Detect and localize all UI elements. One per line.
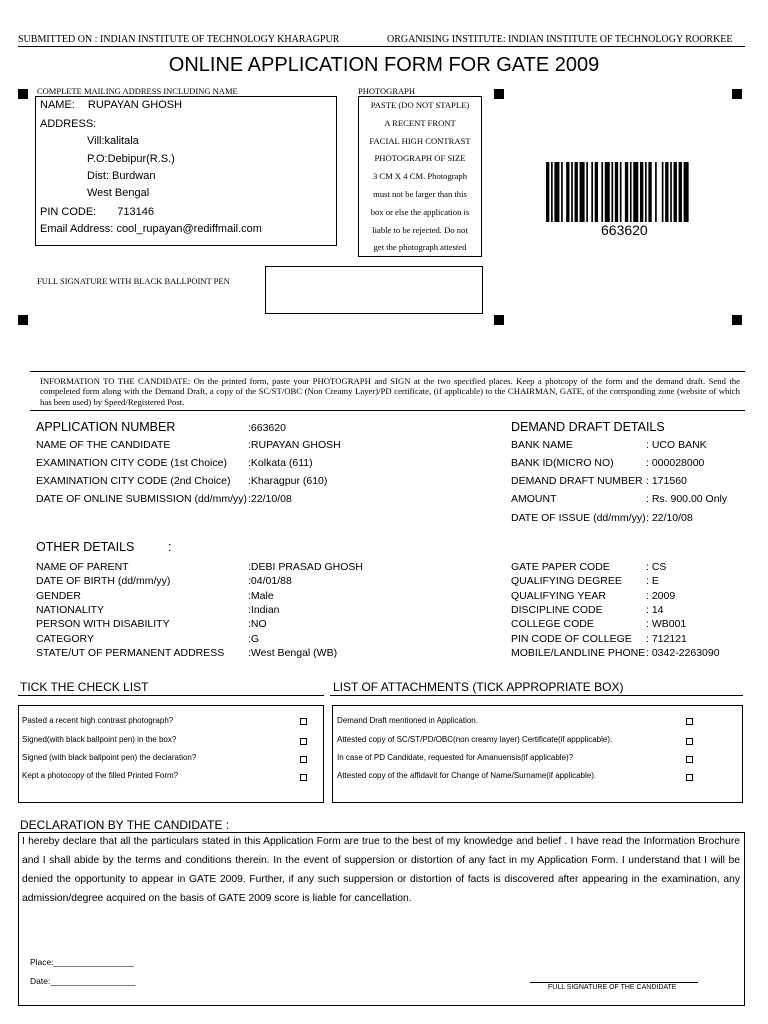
barcode-number: 663620 bbox=[601, 222, 648, 238]
checklist-item-3: Signed (with black ballpoint pen) the declaration? bbox=[22, 753, 197, 762]
category-label: CATEGORY bbox=[36, 633, 94, 645]
date-field[interactable]: Date:__________________ bbox=[30, 976, 136, 986]
amount-value: : Rs. 900.00 Only bbox=[646, 493, 728, 505]
application-number-heading: APPLICATION NUMBER bbox=[36, 420, 176, 434]
college-pin-label: PIN CODE OF COLLEGE bbox=[511, 633, 632, 645]
qualifying-degree-label: QUALIFYING DEGREE bbox=[511, 575, 622, 587]
photo-instruction-7: box or else the application is bbox=[370, 206, 470, 217]
photo-instruction-9: get the photograph attested bbox=[373, 242, 467, 253]
photograph-box[interactable] bbox=[358, 96, 482, 257]
address-box-label: COMPLETE MAILING ADDRESS INCLUDING NAME bbox=[37, 86, 238, 96]
discipline-code-value: : 14 bbox=[646, 604, 664, 616]
category-value: :G bbox=[248, 633, 260, 645]
submission-date-label: DATE OF ONLINE SUBMISSION (dd/mm/yy) bbox=[36, 493, 247, 505]
other-details-colon: : bbox=[168, 540, 172, 554]
checklist-heading-rule bbox=[18, 695, 324, 696]
bank-name-label: BANK NAME bbox=[511, 439, 573, 451]
qualifying-year-value: : 2009 bbox=[646, 590, 676, 602]
city-choice-2-label: EXAMINATION CITY CODE (2nd Choice) bbox=[36, 475, 231, 487]
attachment-item-2: Attested copy of SC/ST/PD/OBC(non creamy layer) Certificate(if appplicable). bbox=[337, 735, 613, 744]
declaration-text bbox=[22, 832, 740, 908]
application-number-value: :663620 bbox=[248, 422, 286, 434]
registration-mark-top-left bbox=[18, 89, 28, 99]
barcode bbox=[546, 162, 692, 222]
candidate-signature-label: FULL SIGNATURE OF THE CANDIDATE bbox=[548, 984, 677, 991]
header-rule bbox=[18, 46, 745, 47]
address-line-4: West Bengal bbox=[87, 187, 150, 199]
information-text: INFORMATION TO THE CANDIDATE: On the printed form, paste your PHOTOGRAPH and SIGN at the two specified places. Keep a photcopy of the form and the demand draft. Send the compeleted form along with the Demand Draft, a copy of the SC/ST/OBC (Non Creamy Layer)/PD certificate, (if applicable) to the CHAIRMAN, GATE, of the corrsponding zone (website of which has been used) by Speed/Registered Post. bbox=[40, 376, 740, 407]
checklist-checkbox-3[interactable] bbox=[300, 756, 307, 763]
registration-mark-bottom-mid bbox=[494, 315, 504, 325]
photo-instruction-1: PASTE (DO NOT STAPLE) bbox=[370, 100, 470, 110]
college-code-label: COLLEGE CODE bbox=[511, 618, 594, 630]
parent-value: :DEBI PRASAD GHOSH bbox=[248, 561, 363, 573]
candidate-signature-line[interactable] bbox=[530, 982, 698, 983]
submission-date-value: :22/10/08 bbox=[248, 493, 292, 505]
paper-code-label: GATE PAPER CODE bbox=[511, 561, 610, 573]
checklist-checkbox-1[interactable] bbox=[300, 718, 307, 725]
college-code-value: : WB001 bbox=[646, 618, 687, 630]
signature-label: FULL SIGNATURE WITH BLACK BALLPOINT PEN bbox=[37, 276, 230, 286]
address-line-1: Vill:kalitala bbox=[87, 135, 139, 147]
nationality-value: :Indian bbox=[248, 604, 280, 616]
candidate-name-value: :RUPAYAN GHOSH bbox=[248, 439, 341, 451]
attachment-item-3: In case of PD Candidate, requested for Amanuensis(if applicable)? bbox=[337, 753, 574, 762]
photo-instruction-2: A RECENT FRONT bbox=[384, 117, 456, 128]
city-choice-2-value: :Kharagpur (610) bbox=[248, 475, 328, 487]
checklist-item-4: Kept a photocopy of the filled Printed Form? bbox=[22, 771, 179, 780]
photograph-label: PHOTOGRAPH bbox=[358, 86, 415, 96]
name-label: NAME: bbox=[40, 99, 75, 111]
other-details-heading: OTHER DETAILS bbox=[36, 540, 135, 554]
attachment-checkbox-3[interactable] bbox=[686, 756, 693, 763]
disability-value: :NO bbox=[248, 618, 267, 630]
paper-code-value: : CS bbox=[646, 561, 667, 573]
discipline-code-label: DISCIPLINE CODE bbox=[511, 604, 603, 616]
attachment-checkbox-1[interactable] bbox=[686, 718, 693, 725]
qualifying-degree-value: : E bbox=[646, 575, 659, 587]
checklist-checkbox-2[interactable] bbox=[300, 738, 307, 745]
page-title: ONLINE APPLICATION FORM FOR GATE 2009 bbox=[168, 54, 600, 76]
address-line-3: Dist: Burdwan bbox=[87, 170, 156, 182]
address-label: ADDRESS: bbox=[40, 118, 97, 130]
registration-mark-bottom-right bbox=[732, 315, 742, 325]
checklist-checkbox-4[interactable] bbox=[300, 774, 307, 781]
registration-mark-top-right bbox=[732, 89, 742, 99]
email-label: Email Address: bbox=[40, 223, 114, 235]
dd-number-value: : 171560 bbox=[646, 475, 687, 487]
city-choice-1-label: EXAMINATION CITY CODE (1st Choice) bbox=[36, 457, 227, 469]
college-pin-value: : 712121 bbox=[646, 633, 687, 645]
state-label: STATE/UT OF PERMANENT ADDRESS bbox=[36, 647, 225, 659]
photo-instruction-8: liable to be rejected. Do not bbox=[372, 224, 468, 235]
issue-date-label: DATE OF ISSUE (dd/mm/yy) bbox=[511, 512, 646, 524]
place-field[interactable]: Place:_________________ bbox=[30, 957, 134, 967]
attachments-heading-rule bbox=[330, 695, 743, 696]
disability-label: PERSON WITH DISABILITY bbox=[36, 618, 170, 630]
photo-instruction-3: FACIAL HIGH CONTRAST bbox=[369, 135, 471, 146]
attachments-heading: LIST OF ATTACHMENTS (TICK APPROPRIATE BOX) bbox=[333, 680, 624, 694]
checklist-item-2: Signed(with black ballpoint pen) in the box? bbox=[22, 735, 177, 744]
photo-instruction-6: must not be larger than this bbox=[373, 188, 467, 199]
address-line-2: P.O:Debipur(R.S.) bbox=[87, 153, 175, 165]
pin-label: PIN CODE: bbox=[40, 206, 97, 218]
dob-label: DATE OF BIRTH (dd/mm/yy) bbox=[36, 575, 171, 587]
name-line bbox=[40, 99, 182, 111]
city-choice-1-value: :Kolkata (611) bbox=[248, 457, 313, 469]
address-box bbox=[35, 96, 337, 246]
attachment-checkbox-2[interactable] bbox=[686, 738, 693, 745]
attachment-checkbox-4[interactable] bbox=[686, 774, 693, 781]
organising-institute-text: ORGANISING INSTITUTE: INDIAN INSTITUTE OF TECHNOLOGY ROORKEE bbox=[387, 34, 733, 45]
declaration-paragraph: I hereby declare that all the particulars stated in this Application Form are true to the best of my knowledge and belief . I have read the Information Brochure and I shall abide by the terms and conditions therein. In the event of suppersion or distortion of any fact in my Application Form. I understand that I will be denied the opportunity to appear in GATE 2009. Further, if any such suppersion or distortion of facts is discovered after appearing in the examination, any admission/degree acquired on the basis of GATE 2009 score is liable for cancellation. bbox=[22, 836, 740, 904]
gender-label: GENDER bbox=[36, 590, 81, 602]
qualifying-year-label: QUALIFYING YEAR bbox=[511, 590, 606, 602]
bank-id-label: BANK ID(MICRO NO) bbox=[511, 457, 614, 469]
dd-number-label: DEMAND DRAFT NUMBER bbox=[511, 475, 643, 487]
issue-date-value: : 22/10/08 bbox=[646, 512, 693, 524]
phone-value: : 0342-2263090 bbox=[646, 647, 720, 659]
registration-mark-top-mid bbox=[494, 89, 504, 99]
state-value: :West Bengal (WB) bbox=[248, 647, 338, 659]
email-value: cool_rupayan@rediffmail.com bbox=[116, 223, 262, 235]
declaration-heading: DECLARATION BY THE CANDIDATE : bbox=[20, 818, 230, 832]
dob-value: :04/01/88 bbox=[248, 575, 292, 587]
submitted-on-text: SUBMITTED ON : INDIAN INSTITUTE OF TECHNOLOGY KHARAGPUR bbox=[18, 34, 340, 45]
photo-instruction-4: PHOTOGRAPH OF SIZE bbox=[374, 153, 466, 164]
parent-label: NAME OF PARENT bbox=[36, 561, 129, 573]
phone-label: MOBILE/LANDLINE PHONE bbox=[511, 647, 646, 659]
email-line bbox=[40, 223, 262, 235]
pin-line bbox=[40, 206, 154, 218]
attachment-item-1: Demand Draft mentioned in Application. bbox=[337, 716, 478, 725]
barcode-bars bbox=[546, 162, 692, 222]
gender-value: :Male bbox=[248, 590, 274, 602]
pin-code: 713146 bbox=[117, 206, 155, 218]
checklist-item-1: Pasted a recent high contrast photograph? bbox=[22, 716, 174, 725]
demand-draft-heading: DEMAND DRAFT DETAILS bbox=[511, 420, 665, 434]
info-bottom-rule bbox=[30, 410, 745, 411]
bank-name-value: : UCO BANK bbox=[646, 439, 707, 451]
checklist-heading: TICK THE CHECK LIST bbox=[20, 680, 149, 694]
photo-instruction-5: 3 CM X 4 CM. Photograph bbox=[372, 171, 468, 182]
candidate-name: RUPAYAN GHOSH bbox=[87, 99, 183, 111]
bank-id-value: : 000028000 bbox=[646, 457, 705, 469]
info-top-rule bbox=[30, 371, 745, 372]
amount-label: AMOUNT bbox=[511, 493, 557, 505]
candidate-name-label: NAME OF THE CANDIDATE bbox=[36, 439, 171, 451]
attachment-item-4: Attested copy of the affidavit for Change of Name/Surname(if applicable). bbox=[337, 771, 597, 780]
nationality-label: NATIONALITY bbox=[36, 604, 105, 616]
signature-box[interactable] bbox=[265, 266, 483, 314]
registration-mark-bottom-left bbox=[18, 315, 28, 325]
